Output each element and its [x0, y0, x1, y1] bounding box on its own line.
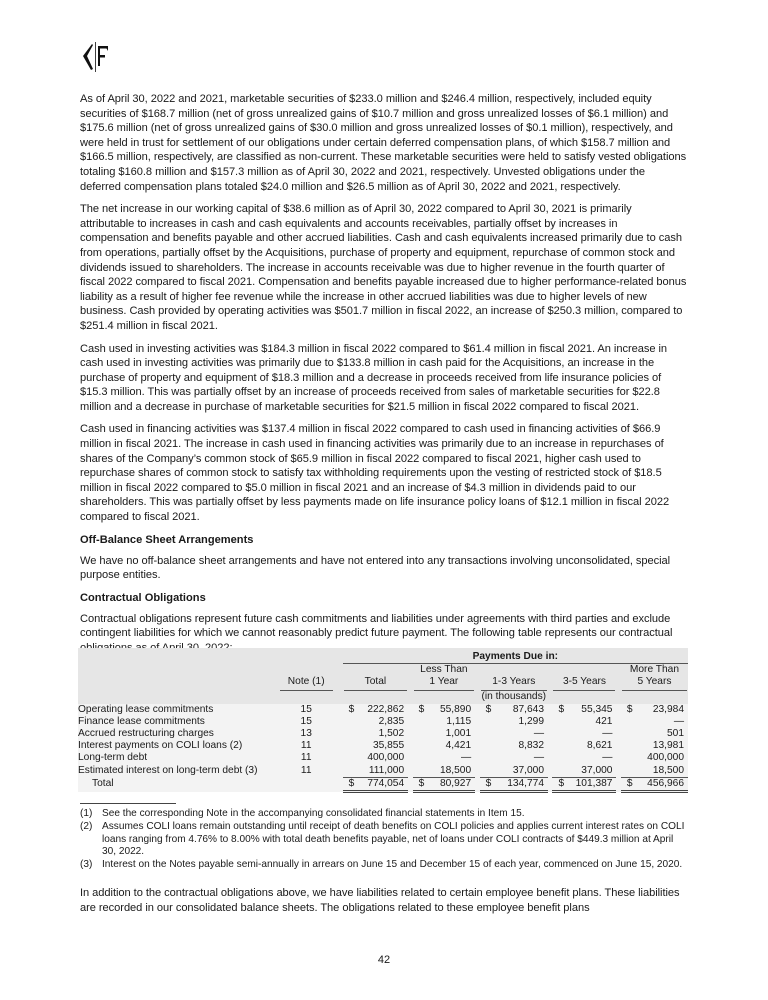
- cell-y35: 421: [595, 715, 613, 727]
- header-1-3-years: 1-3 Years: [481, 676, 547, 690]
- table-total-row: [78, 777, 688, 791]
- table-row: [78, 752, 688, 764]
- kf-logo: [80, 40, 120, 74]
- header-mt5-line1: More Than: [629, 664, 679, 676]
- total-label: Total: [92, 778, 114, 790]
- header-mt5-line2: 5 Years: [637, 676, 672, 688]
- cell-mt5: 400,000: [647, 752, 684, 764]
- cell-mt5: —: [673, 715, 684, 727]
- footnote-1: [80, 808, 690, 821]
- currency-symbol: $: [626, 703, 633, 715]
- cell-y13: —: [533, 752, 545, 764]
- payments-due-header: Payments Due in:: [343, 651, 688, 664]
- paragraph-employee-benefit-plans: In addition to the contractual obligations above, we have liabilities related to certain employee benefit plans. These liabilities are recorded in our consolidated balance sheets. The obligations related to these employee benefit plans: [80, 887, 680, 914]
- paragraph-contractual-obligations: Contractual obligations represent future cash commitments and liabilities under agreements with third parties and exclude contingent liabilities for which we cannot reasonably predict future payment. The following table represents our contractual obligations as of April 30, 2022:: [80, 612, 673, 654]
- currency-symbol: $: [348, 703, 355, 715]
- row-label: Operating lease commitments: [78, 703, 214, 715]
- currency-symbol: $: [418, 703, 425, 715]
- cell-lt1: 1,115: [446, 715, 472, 727]
- row-note: 15: [300, 715, 312, 727]
- table-header-row-group: [78, 648, 688, 664]
- cell-y13: 37,000: [494, 765, 548, 778]
- footnotes: [80, 808, 690, 872]
- currency-symbol: $: [413, 777, 428, 791]
- footnote-marker: (2): [80, 820, 93, 832]
- footnote-divider: [80, 803, 176, 804]
- footnote-text: Assumes COLI loans remain outstanding until receipt of death benefits on COLI policies and applies current interest rates on COLI loans ranging from 4.76% to 8.00% with total death benefits payable, net of loans under COLI contracts of $449.3 million at April 30, 2022.: [102, 820, 685, 858]
- total-cell-lt1: 80,927: [427, 777, 475, 791]
- table-row: [78, 765, 688, 778]
- cell-total: 2,835: [378, 715, 405, 727]
- row-label: Estimated interest on long-term debt (3): [78, 764, 258, 776]
- heading-off-balance: Off-Balance Sheet Arrangements: [80, 533, 254, 546]
- cell-mt5: 18,500: [636, 765, 688, 778]
- footnote-2: [80, 821, 690, 859]
- cell-y35: —: [602, 728, 613, 740]
- row-label: Accrued restructuring charges: [78, 728, 214, 740]
- footnote-text: Interest on the Notes payable semi-annually in arrears on June 15 and December 15 of each year, commenced on June 15, 2020.: [102, 859, 683, 871]
- row-label: Finance lease commitments: [78, 715, 205, 727]
- footnote-marker: (3): [80, 859, 93, 871]
- cell-y13: 1,299: [518, 715, 545, 727]
- table-row: [78, 728, 688, 740]
- cell-y35: 8,621: [586, 740, 613, 752]
- cell-y35: 55,345: [581, 703, 613, 715]
- contractual-obligations-table-wrap: [78, 648, 688, 793]
- row-note: 11: [300, 764, 312, 776]
- cell-mt5: 501: [667, 728, 684, 740]
- cell-y35: —: [602, 752, 613, 764]
- paragraph-marketable-securities: As of April 30, 2022 and 2021, marketable securities of $233.0 million and $246.4 million, respectively, included equity securities of $168.7 million (net of gross unrealized gains of $10.7 million and gross unrealized losses of $6.1 million) and $175.6 million (net of gross unrealized gains of $30.0 million and gross unrealized losses of $0.1 million), respectively, and were held in trust for settlement of our obligations under certain deferred compensation plans, of which $158.7 million and $166.5 million, respectively, are classified as non-current. These marketable securities were held to satisfy vested obligations totaling $160.8 million and $157.3 million as of April 30, 2022 and 2021, respectively. Unvested obligations under the deferred compensation plans totaled $24.0 million and $26.5 million as of April 30, 2022 and 2021, respectively.: [80, 93, 687, 193]
- cell-lt1: —: [460, 752, 472, 764]
- table-row: [78, 740, 688, 752]
- header-3-5-years: 3-5 Years: [553, 676, 615, 690]
- header-lt1-line2: 1 Year: [429, 676, 459, 688]
- header-less-than-1-year: [414, 664, 475, 690]
- kf-logo-icon: [80, 40, 120, 74]
- cell-lt1: 4,421: [445, 740, 472, 752]
- row-note: 13: [300, 728, 312, 740]
- currency-symbol: $: [552, 777, 567, 791]
- currency-symbol: $: [558, 703, 565, 715]
- cell-y13: —: [533, 728, 545, 740]
- total-cell-y35: 101,387: [567, 777, 616, 791]
- total-cell-total: 774,054: [358, 777, 409, 791]
- closing-paragraph-wrap: [80, 886, 688, 923]
- header-lt1-line1: Less Than: [420, 664, 468, 676]
- table-header-row: [78, 664, 688, 690]
- footnote-text: See the corresponding Note in the accompanying consolidated financial statements in Item 15.: [102, 808, 525, 819]
- cell-total: 111,000: [358, 765, 409, 778]
- cell-y13: 87,643: [512, 703, 545, 715]
- row-note: 11: [300, 740, 312, 752]
- footnote-marker: (1): [80, 808, 93, 819]
- contractual-obligations-table: [78, 648, 688, 793]
- cell-total: 400,000: [367, 752, 405, 764]
- table-body: [78, 704, 688, 792]
- paragraph-off-balance: We have no off-balance sheet arrangements and have not entered into any transactions involving unconsolidated, special purpose entities.: [80, 554, 671, 582]
- row-label: Long-term debt: [78, 752, 148, 764]
- cell-y35: 37,000: [567, 765, 616, 778]
- total-cell-mt5: 456,966: [636, 777, 688, 791]
- table-units-row: [78, 691, 688, 704]
- cell-total: 222,862: [367, 703, 405, 715]
- table-row: [78, 704, 688, 716]
- header-note: Note (1): [280, 676, 333, 690]
- row-label: Interest payments on COLI loans (2): [78, 740, 243, 752]
- heading-contractual-obligations: Contractual Obligations: [80, 591, 206, 604]
- cell-lt1: 55,890: [439, 703, 472, 715]
- cell-total: 35,855: [372, 740, 405, 752]
- page-number: 42: [377, 954, 391, 966]
- cell-y13: 8,832: [518, 740, 545, 752]
- cell-lt1: 1,001: [445, 728, 472, 740]
- header-total: Total: [344, 676, 407, 690]
- footnote-3: [80, 859, 690, 872]
- currency-symbol: $: [343, 777, 358, 791]
- main-content: [80, 92, 688, 664]
- header-more-than-5-years: [622, 664, 687, 690]
- cell-lt1: 18,500: [427, 765, 475, 778]
- cell-mt5: 13,981: [652, 740, 684, 752]
- paragraph-financing-activities: Cash used in financing activities was $137.4 million in fiscal 2022 compared to cash used in financing activities of $66.9 million in fiscal 2021. The increase in cash used in financing activities was primarily due to an increase in repurchases of shares of the Company’s common stock of $65.9 million in fiscal 2022 compared to fiscal 2021, higher cash used to repurchase shares of common stock to satisfy tax withholding requirements upon the vesting of restricted stock of $18.5 million in fiscal 2022 compared to $5.0 million in fiscal 2021 and an increase of $4.3 million in dividends paid to our shareholders. This was partially offset by less payments made on life insurance policy loans of $12.1 million in fiscal 2022 compared to fiscal 2021.: [80, 423, 670, 524]
- units-label: (in thousands): [481, 691, 547, 702]
- row-note: 11: [300, 752, 312, 764]
- cell-mt5: 23,984: [652, 703, 684, 715]
- table-row: [78, 716, 688, 728]
- paragraph-investing-activities: Cash used in investing activities was $184.3 million in fiscal 2022 compared to $61.4 million in fiscal 2021. An increase in cash used in investing activities was primarily due to $133.8 million in cash paid for the Acquisitions, an increase in the purchase of property and equipment of $18.3 million and a decrease in proceeds received from life insurance policies of $15.3 million. This was partially offset by an increase of proceeds received from sales of marketable securities for $22.8 million and a decrease in purchase of marketable securities for $21.5 million in fiscal 2022 compared to fiscal 2021.: [80, 342, 668, 413]
- currency-symbol: $: [621, 777, 636, 791]
- row-note: 15: [300, 703, 312, 715]
- total-cell-y13: 134,774: [494, 777, 548, 791]
- paragraph-working-capital: The net increase in our working capital of $38.6 million as of April 30, 2022 compared to April 30, 2021 is primarily attributable to increases in cash and cash equivalents and accounts receivables, partially offset by increases in compensation and benefits payable and other accrued liabilities. Cash and cash equivalents increased primarily due to cash from operations, partially offset by the Acquisitions, purchase of property and equipment, repurchase of common stock and dividends issued to shareholders. The increase in accounts receivable was due to higher revenue in the fourth quarter of fiscal 2022 compared to fiscal 2021. Compensation and benefits payable increased due to higher performance-related bonus liability as a result of higher fee revenue while the increase in other accrued liabilities was due to higher levels of new business. Cash provided by operating activities was $501.7 million in fiscal 2022, an increase of $250.3 million, compared to $251.4 million in fiscal 2021.: [80, 203, 687, 332]
- currency-symbol: $: [485, 703, 492, 715]
- currency-symbol: $: [480, 777, 495, 791]
- cell-total: 1,502: [378, 728, 405, 740]
